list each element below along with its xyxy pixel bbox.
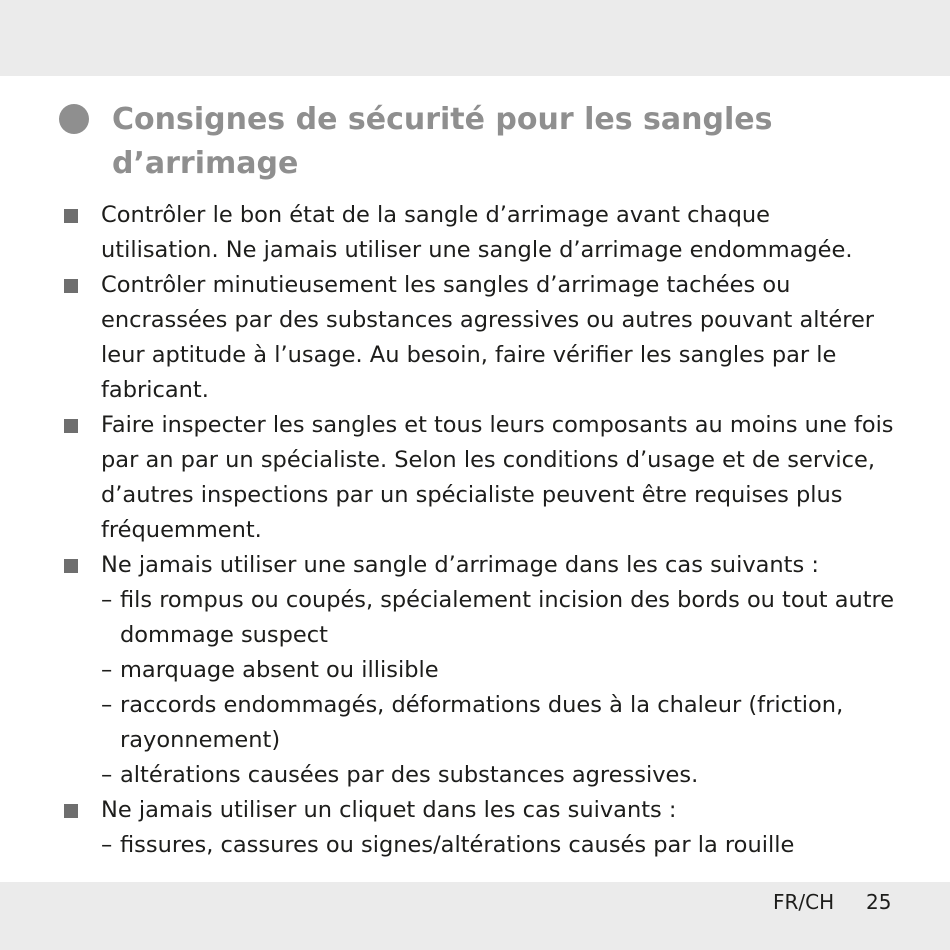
instruction-text: altérations causées par des substances agressives. bbox=[120, 762, 699, 788]
square-bullet-icon bbox=[64, 279, 78, 293]
dash-bullet: – bbox=[101, 657, 113, 683]
instruction-row bbox=[0, 723, 950, 758]
instruction-row bbox=[0, 618, 950, 653]
instruction-text: leur aptitude à l’usage. Au besoin, faire vérifier les sangles par le bbox=[101, 342, 837, 368]
instruction-row bbox=[0, 758, 950, 793]
header-band bbox=[0, 0, 950, 76]
dash-bullet: – bbox=[101, 832, 113, 858]
instruction-text: fissures, cassures ou signes/altérations causés par la rouille bbox=[120, 832, 795, 858]
instruction-row bbox=[0, 373, 950, 408]
instruction-row bbox=[0, 198, 950, 233]
instruction-text: par an par un spécialiste. Selon les conditions d’usage et de service, bbox=[101, 447, 876, 473]
section-title-line-2: d’arrimage bbox=[112, 146, 299, 181]
instruction-text: fabricant. bbox=[101, 377, 209, 403]
square-bullet-icon bbox=[64, 804, 78, 818]
instruction-row bbox=[0, 233, 950, 268]
square-bullet-icon bbox=[64, 209, 78, 223]
instruction-row bbox=[0, 443, 950, 478]
square-bullet-icon bbox=[64, 559, 78, 573]
instruction-row bbox=[0, 793, 950, 828]
instruction-text: Contrôler le bon état de la sangle d’arrimage avant chaque bbox=[101, 202, 770, 228]
instruction-row bbox=[0, 653, 950, 688]
safety-instructions-list bbox=[0, 198, 950, 863]
instruction-row bbox=[0, 478, 950, 513]
instruction-text: encrassées par des substances agressives ou autres pouvant altérer bbox=[101, 307, 875, 333]
instruction-text: dommage suspect bbox=[120, 622, 328, 648]
instruction-text: rayonnement) bbox=[120, 727, 281, 753]
instruction-text: utilisation. Ne jamais utiliser une sangle d’arrimage endommagée. bbox=[101, 237, 853, 263]
instruction-text: fréquemment. bbox=[101, 517, 262, 543]
instruction-row bbox=[0, 548, 950, 583]
instruction-text: raccords endommagés, déformations dues à la chaleur (friction, bbox=[120, 692, 844, 718]
instruction-text: d’autres inspections par un spécialiste peuvent être requises plus bbox=[101, 482, 843, 508]
instruction-text: Ne jamais utiliser une sangle d’arrimage dans les cas suivants : bbox=[101, 552, 819, 578]
instruction-text: Ne jamais utiliser un cliquet dans les cas suivants : bbox=[101, 797, 677, 823]
instruction-row bbox=[0, 338, 950, 373]
instruction-row bbox=[0, 828, 950, 863]
section-title bbox=[112, 98, 892, 186]
page-number: 25 bbox=[866, 890, 892, 914]
instruction-text: fils rompus ou coupés, spécialement incision des bords ou tout autre bbox=[120, 587, 895, 613]
instruction-row bbox=[0, 513, 950, 548]
instruction-row bbox=[0, 408, 950, 443]
instruction-row bbox=[0, 268, 950, 303]
dash-bullet: – bbox=[101, 762, 113, 788]
square-bullet-icon bbox=[64, 419, 78, 433]
instruction-text: marquage absent ou illisible bbox=[120, 657, 439, 683]
instruction-row bbox=[0, 303, 950, 338]
dash-bullet: – bbox=[101, 692, 113, 718]
dash-bullet: – bbox=[101, 587, 113, 613]
instruction-text: Contrôler minutieusement les sangles d’arrimage tachées ou bbox=[101, 272, 791, 298]
section-bullet-icon bbox=[59, 104, 89, 134]
instruction-row bbox=[0, 583, 950, 618]
instruction-text: Faire inspecter les sangles et tous leurs composants au moins une fois bbox=[101, 412, 894, 438]
section-title-line-1: Consignes de sécurité pour les sangles bbox=[112, 102, 773, 137]
instruction-row bbox=[0, 688, 950, 723]
footer-language: FR/CH bbox=[773, 890, 835, 914]
